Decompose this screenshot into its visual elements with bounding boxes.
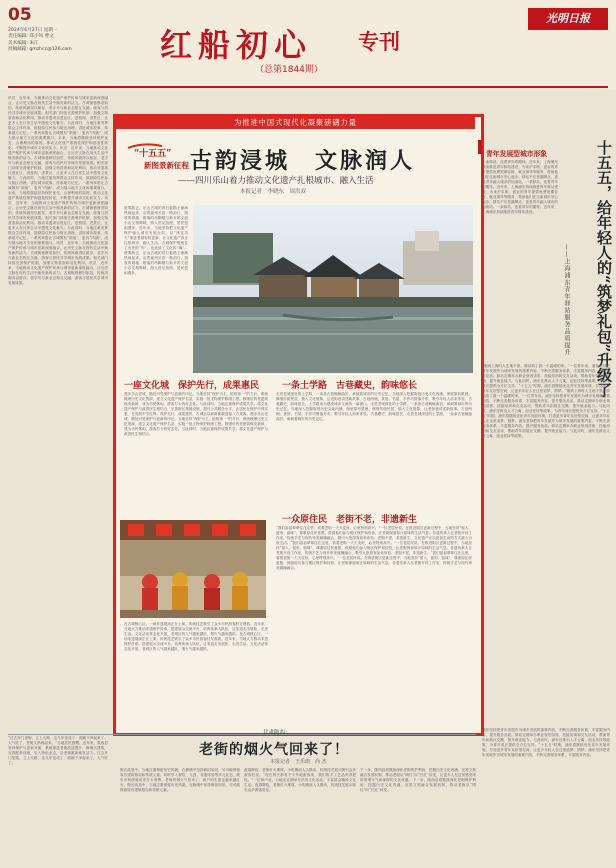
bottom-byline: 本报记者 王乐朗 尚 杰	[270, 759, 327, 765]
spacer	[272, 378, 273, 379]
section-1-text-cont: 在古城核心区，一场非遗展演正在上演。传统技艺吸引了众多市民游客驻足观看。近年来，当地大力推动非遗保护传承，搭建展示交流平台，培育传承人队伍，让非遗走出展柜、走进生活。文化活动常态化开展，老城区的人气越来越旺，烟火气越来越浓。在古城核心区，一场非遗展演正在上演。传统技艺吸引了众多市民游客驻足观看。近年来，当地大力推动非遗保护传承，搭建展示交流平台，培育传承人队伍，让非遗走出展柜、走进生活。文化活动常态化开展，老城区的人气越来越旺，烟火气越来越浓。	[124, 622, 268, 651]
masthead-title: 红船初心	[160, 26, 313, 64]
meta-line: 投稿邮箱: gmzhcc@126.com	[8, 47, 72, 53]
article-subtitle: ——四川乐山着力推动文化遗产扎根城市、融入生活	[178, 176, 374, 186]
edition-meta	[8, 28, 128, 54]
divider	[8, 734, 476, 735]
bottom-text-left: “过去开门见街，立上大路，这几年变成了：面貌干净起来了，人气旺了，老街又热闹起来。”当地居民感慨。近年来，陇西县坚持保护与更新并重，系统推进老街改造提升，修缮古建筑，完善配套设施，引入特色业态，让老街重新焕发活力。过去开门见街，立上大路，这几年变成了：面貌干净起来了，人气旺了。	[8, 736, 108, 765]
masthead-suffix: 专刊	[358, 29, 400, 54]
section-3-text: “我们祖祖辈辈住在这里，看着老街一天天变好，心里特别高兴。”一位老居民说。在推进街区更新过程中，当地坚持“留人、留形、留味”，尊重原住民意愿，鼓励他们参与街区保护和经营，让老街保留原汁原味的生活气息。非遗传承人在老街开设工作室，传统手艺与现代审美碰撞融合，吸引大批游客前来体验。老街不老，非遗新生，文化遗产正以更加生动的方式融入百姓生活。“我们祖祖辈辈住在这里，看着老街一天天变好，心里特别高兴。”一位老居民说。在推进街区更新过程中，当地坚持“留人、留形、留味”，尊重原住民意愿，鼓励他们参与街区保护和经营，让老街保留原汁原味的生活气息。非遗传承人在老街开设工作室，传统手艺与现代审美碰撞融合，吸引大批游客前来体验。老街不老，非遗新生。“我们祖祖辈辈住在这里，看着老街一天天变好，心里特别高兴。”一位老居民说。在推进街区更新过程中，当地坚持“留人、留形、留味”，尊重原住民意愿，鼓励他们参与街区保护和经营，让老街保留原汁原味的生活气息。非遗传承人在老街开设工作室，传统手艺与现代审美碰撞融合。	[276, 526, 472, 570]
section-heading: 一座文化城 保护先行，成果惠民	[124, 381, 260, 391]
bottom-text-col2: 夜幕降临，老街灯火璀璨，小吃摊前人头攒动，传统技艺展示吸引众多游客驻足。“现在每天都有不少外地游客来，我们的手工艺品卖得很好。”一位商户说。当地还定期举办民俗文化活动，丰富群众精神文化生活。夜幕降临，老街灯火璀璨，小吃摊前人头攒动，传统技艺展示吸引众多游客驻足。	[244, 768, 356, 792]
bottom-text-col3: 下一步，陇西县将继续深化老街保护利用，挖掘历史文化内涵，完善文旅融合发展机制，推动老街从“网红”向“长红”转变，让更多人在这里感受浓浓的烟火气和深厚的文化底蕴。下一步，陇西县将继续深化老街保护利用，挖掘历史文化内涵，完善文旅融合发展机制，推动老街从“网红”向“长红”转变。	[360, 768, 476, 792]
meta-line: 美术编辑: 朱江	[8, 40, 39, 46]
column-badge-bottom: 新图景新征程	[144, 161, 189, 170]
riverside-town-photo	[193, 205, 473, 373]
left-column-text: 讯员 近年来，当地推动文化遗产保护传承与城市更新深度融合，让历史文脉在现代生活中焕发新的活力。古城街巷修旧如旧，传统风貌得以留存，老字号与新业态相互交融，游客与居民共享城市发展成果。相关部门持续完善保护机制，加强文物普查和活化利用，推动非遗项目进社区、进校园、进景区，让更多人在日常生活中感受文化魅力。与此同时，当地注重发挥群众主体作用，鼓励原住民参与街区治理，讲好城市故事，传承地方记忆。一系列举措让古城既有“颜值”，更有“内涵”，成为展示地方文化的重要窗口。未来，当地将继续坚持保护优先、合理利用的原则，推动文化遗产系统性保护和创造性转化，不断提升城市文化软实力。讯员 近年来，当地推动文化遗产保护传承与城市更新深度融合，让历史文脉在现代生活中焕发新的活力。古城街巷修旧如旧，传统风貌得以留存，老字号与新业态相互交融，游客与居民共享城市发展成果。相关部门持续完善保护机制，加强文物普查和活化利用，推动非遗项目进社区、进校园、进景区，让更多人在日常生活中感受文化魅力。与此同时，当地注重发挥群众主体作用，鼓励原住民参与街区治理，讲好城市故事，传承地方记忆。一系列举措让古城既有“颜值”，更有“内涵”，成为展示地方文化的重要窗口。未来，当地将继续坚持保护优先、合理利用的原则，推动文化遗产系统性保护和创造性转化，不断提升城市文化软实力。讯员 近年来，当地推动文化遗产保护传承与城市更新深度融合，让历史文脉在现代生活中焕发新的活力。古城街巷修旧如旧，传统风貌得以留存，老字号与新业态相互交融，游客与居民共享城市发展成果。相关部门持续完善保护机制，加强文物普查和活化利用，推动非遗项目进社区、进校园、进景区，让更多人在日常生活中感受文化魅力。与此同时，当地注重发挥群众主体作用，鼓励原住民参与街区治理，讲好城市故事，传承地方记忆。一系列举措让古城既有“颜值”，更有“内涵”，成为展示地方文化的重要窗口。讯员 近年来，当地推动文化遗产保护传承与城市更新深度融合，让历史文脉在现代生活中焕发新的活力。古城街巷修旧如旧，传统风貌得以留存，老字号与新业态相互交融，游客与居民共享城市发展成果。相关部门持续完善保护机制，加强文物普查和活化利用。讯员 近年来，当地推动文化遗产保护传承与城市更新深度融合，让历史文脉在现代生活中焕发新的活力。古城街巷修旧如旧，传统风貌得以留存，老字号与新业态相互交融，游客与居民共享城市发展成果。	[8, 96, 108, 285]
right-headline: 十五五，给年轻人的“筑梦礼包”升级了	[595, 140, 613, 398]
meta-line: 责任编辑: 郑小凤 曹文	[8, 34, 54, 40]
section-2-text: 走进老城深处的土学路，一条条古巷蜿蜒曲折，承载着城市的历史记忆。当地深入挖掘街巷历史文化内涵，保留原有肌理，修缮传统民居，植入文化展陈，让老街巷讲述新故事。古巷两侧，茶馆、书屋、手作坊错落分布，吸引年轻人前来体验。古巷藏史，韵味悠长，土学路成为感受城市文脉的一扇窗口。走进老城深处的土学路，一条条古巷蜿蜒曲折，承载着城市的历史记忆。当地深入挖掘街巷历史文化内涵，保留原有肌理，修缮传统民居，植入文化展陈，让老街巷讲述新故事。古巷两侧，茶馆、书屋、手作坊错落分布，吸引年轻人前来体验。古巷藏史，韵味悠长。走进老城深处的土学路，一条条古巷蜿蜒曲折，承载着城市的历史记忆。	[276, 392, 472, 421]
section-heading: 一条土学路 古巷藏史，韵味悠长	[282, 381, 418, 391]
right-column-text-c: 浦东坚持把青年发展作为城市发展的重要内容，不断完善服务体系，丰富服务内容，提升服务品质。驿站定期举办职业规划讲座、技能培训和交友活动，帮助青年拓展社交圈、提升就业能力。与此同时，浦东还推出人才公寓、创业扶持等政策，为青年成长提供全方位支持。“十五五”时期，浦东将继续优化青年发展环境，打造更多青年友好型空间，让更多年轻人在这里追梦、圆梦。浦东坚持把青年发展作为城市发展的重要内容，不断完善服务体系，丰富服务内容。	[482, 728, 610, 757]
page-number: 05	[8, 5, 32, 25]
column-badge-top: “十五五”	[134, 149, 172, 159]
header-rule	[8, 86, 608, 88]
article-title: 古韵浸城 文脉润人	[190, 148, 416, 174]
issue-number: （总第1844期）	[255, 65, 323, 75]
right-subhead: ——上海浦东青年驿站服务品质提升	[563, 244, 570, 356]
newspaper-logo: 光明日报	[528, 8, 608, 30]
right-column-text-a: 一条驿站，连着青年的期待。近年来，上海浦东持续推进青年驿站建设，为来沪求职、创业的青年提供免费短期住宿、就业指导等服务，帮助他们在这座城市安心起步。驿站不仅是落脚点，更是青年融入城市的加油站。一条驿站，连着青年的期待。近年来，上海浦东持续推进青年驿站建设，为来沪求职、创业的青年提供免费短期住宿、就业指导等服务，帮助他们在这座城市安心起步。驿站不仅是落脚点，更是青年融入城市的加油站。一条驿站，连着青年的期待。近年来，上海浦东持续推进青年驿站建设。	[482, 160, 558, 214]
bottom-lead-in: 甘肃陇西：	[263, 730, 291, 736]
right-kicker: 青年发展型城市形象	[486, 150, 548, 158]
section-banner: 为推进中国式现代化凝聚磅礴力量	[116, 117, 475, 129]
performance-photo	[120, 520, 266, 618]
section-heading: 一众原住民 老街不老，非遗新生	[282, 515, 418, 525]
right-column-text-b: “刚到上海时人生地不熟，驿站给了我一个温暖的家。”一位青年说。浦东坚持把青年发展作为城市发展的重要内容，不断完善服务体系，丰富服务内容，提升服务品质。驿站定期举办职业规划讲座、技能培训和交友活动，帮助青年拓展社交圈、提升就业能力。与此同时，浦东还推出人才公寓、创业扶持等政策，为青年成长提供全方位支持。“十五五”时期，浦东将继续优化青年发展环境，打造更多青年友好型空间，让更多年轻人在这里追梦、圆梦。“刚到上海时人生地不熟，驿站给了我一个温暖的家。”一位青年说。浦东坚持把青年发展作为城市发展的重要内容，不断完善服务体系，丰富服务内容，提升服务品质。驿站定期举办职业规划讲座、技能培训和交友活动，帮助青年拓展社交圈、提升就业能力。与此同时，浦东还推出人才公寓、创业扶持等政策，为青年成长提供全方位支持。“十五五”时期，浦东将继续优化青年发展环境，打造更多青年友好型空间，让更多年轻人在这里追梦、圆梦。浦东坚持把青年发展作为城市发展的重要内容，不断完善服务体系，丰富服务内容，提升服务品质。驿站定期举办职业规划讲座、技能培训和交友活动，帮助青年拓展社交圈、提升就业能力。与此同时，浦东还推出人才公寓、创业扶持等政策。	[482, 364, 610, 438]
lead-paragraph: 晨雾散去，乐山古城的青石板路上渐渐热闹起来。沿着嘉州长卷一路前行，斑驳的城墙、错落的吊脚楼与新开的文创小店交相辉映，游人驻足拍照，居民悠闲漫步。近年来，当地坚持把文化遗产保护融入城市发展全局，以“绣花功夫”推进老城有机更新，让文化遗产真正扎根城市、融入生活。古城保护既留住了历史的“形”，也延续了文化的“魂”。晨雾散去，乐山古城的青石板路上渐渐热闹起来。沿着嘉州长卷一路前行，斑驳的城墙、错落的吊脚楼与新开的文创小店交相辉映，游人驻足拍照，居民悠闲漫步。	[124, 206, 188, 275]
meta-line: 2024年6月27日 星期一	[8, 28, 58, 33]
section-1-text: 漫步乐山老城，随处可见保护与更新的印记。当地坚持“保护为主、抢救第一”的方针，系统梳理历史文化资源，建立文化遗产保护名录，实施一批文物保护修缮工程。修缮后的老建筑焕发新颜，成为市民休闲、游客打卡的好去处。与此同时，当地注重保护成果共享，将文化遗产保护与改善民生相结合，完善街区基础设施，提升公共服务水平，让居民在保护中得实惠、在发展中享红利。保护先行，成果惠民，古城正以崭新面貌迎接八方来客。漫步乐山老城，随处可见保护与更新的印记。当地坚持“保护为主、抢救第一”的方针，系统梳理历史文化资源，建立文化遗产保护名录，实施一批文物保护修缮工程。修缮后的老建筑焕发新颜，成为市民休闲、游客打卡的好去处。与此同时，当地注重保护成果共享，将文化遗产保护与改善民生相结合。	[124, 392, 268, 436]
article-byline: 本报记者 李晓东 周洪双	[240, 189, 307, 195]
kicker-mark	[478, 140, 482, 154]
bottom-title: 老街的烟火气回来了！	[199, 742, 349, 758]
bottom-text-col1: 街区改造中，当地注重保留历史风貌，在修缮中坚持修旧如旧，尽可能保留原有建筑格局和传统元素。同时引入餐饮、文创、非遗体验等多元业态，吸引市民游客前来打卡消费。老街的烟火气回来了，商户的生意也越来越红火。街区改造中，当地注重保留历史风貌，在修缮中坚持修旧如旧，尽可能保留原有建筑格局和传统元素。	[120, 768, 240, 792]
spacer	[200, 378, 272, 386]
